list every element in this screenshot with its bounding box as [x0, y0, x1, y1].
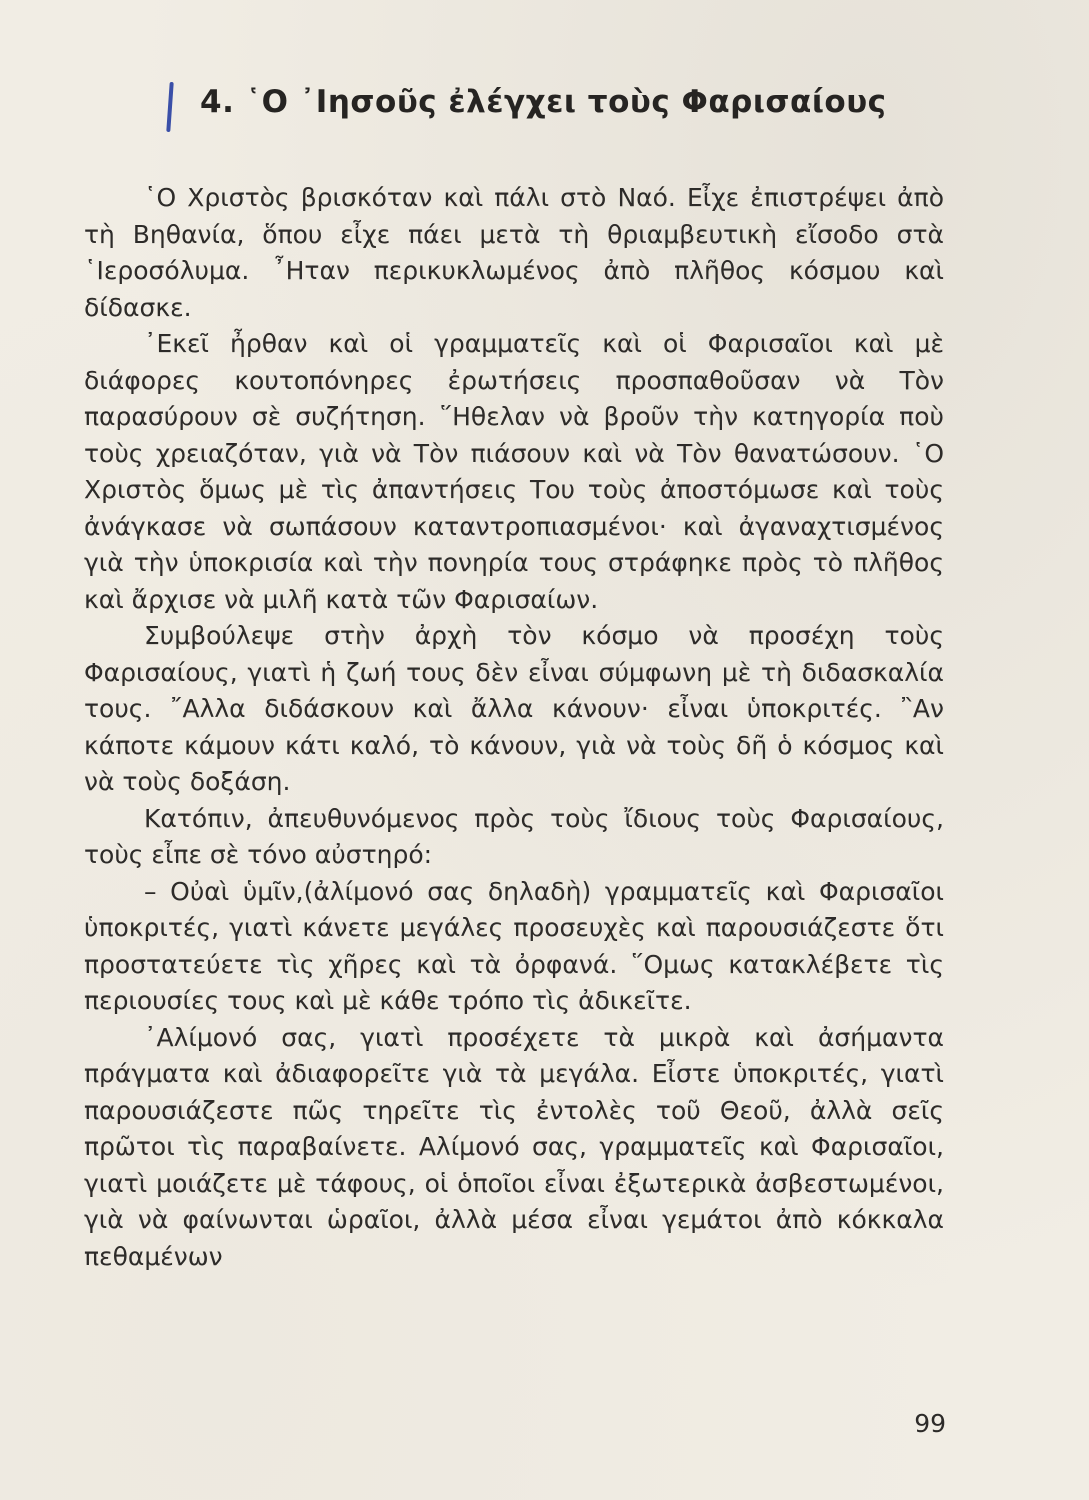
page-number: 99	[914, 1409, 946, 1438]
paragraph: ᾿Εκεῖ ἦρθαν καὶ οἱ γραμματεῖς καὶ οἱ Φαρισαῖοι καὶ μὲ διάφορες κουτοπόνηρες ἐρωτήσεις προσπαθοῦσαν νὰ Τὸν παρασύρουν σὲ συζήτηση. ῞Ηθελαν νὰ βροῦν τὴν κατηγορία ποὺ τοὺς χρειαζόταν, γιὰ νὰ Τὸν πιάσουν καὶ νὰ Τὸν θανατώσουν. ῾Ο Χριστὸς ὅμως μὲ τὶς ἀπαντήσεις Του τοὺς ἀποστόμωσε καὶ τοὺς ἀνάγκασε νὰ σωπάσουν καταντροπιασμένοι· καὶ ἀγαναχτισμένος γιὰ τὴν ὑποκρισία καὶ τὴν πονηρία τους στράφηκε πρὸς τὸ πλῆθος καὶ ἄρχισε νὰ μιλῆ κατὰ τῶν Φαρισαίων.	[84, 329, 944, 614]
paragraph: Συμβούλεψε στὴν ἀρχὴ τὸν κόσμο νὰ προσέχη τοὺς Φαρισαίους, γιατὶ ἡ ζωή τους δὲν εἶναι σύμφωνη μὲ τὴ διδασκαλία τους. ῎Αλλα διδάσκουν καὶ ἄλλα κάνουν· εἶναι ὑποκριτές. ῍Αν κάποτε κάμουν κάτι καλό, τὸ κάνουν, γιὰ νὰ τοὺς δῆ ὁ κόσμος καὶ νὰ τοὺς δοξάση.	[84, 621, 944, 796]
paragraph: ῾Ο Χριστὸς βρισκόταν καὶ πάλι στὸ Ναό. Εἶχε ἐπιστρέψει ἀπὸ τὴ Βηθανία, ὅπου εἶχε πάει μετὰ τὴ θριαμβευτικὴ εἴσοδο στὰ ῾Ιεροσόλυμα. ῏Ηταν περικυκλωμένος ἀπὸ πλῆθος κόσμου καὶ δίδασκε.	[84, 183, 944, 322]
paragraph: ᾿Αλίμονό σας, γιατὶ προσέχετε τὰ μικρὰ καὶ ἀσήμαντα πράγματα καὶ ἀδιαφορεῖτε γιὰ τὰ μεγάλα. Εἶστε ὑποκριτές, γιατὶ παρουσιάζεστε πῶς τηρεῖτε τὶς ἐντολὲς τοῦ Θεοῦ, ἀλλὰ σεῖς πρῶτοι τὶς παραβαίνετε. Αλίμονό σας, γραμματεῖς καὶ Φαρισαῖοι, γιατὶ μοιάζετε μὲ τάφους, οἱ ὁποῖοι εἶναι ἐξωτερικὰ ἀσβεστωμένοι, γιὰ νὰ φαίνωνται ὡραῖοι, ἀλλὰ μέσα εἶναι γεμάτοι ἀπὸ κόκκαλα πεθαμένων	[84, 1022, 944, 1271]
paragraph: – Οὐαὶ ὑμῖν,(ἀλίμονό σας δηλαδὴ) γραμματεῖς καὶ Φαρισαῖοι ὑποκριτές, γιατὶ κάνετε μεγάλες προσευχὲς καὶ παρουσιάζεστε ὅτι προστατεύετε τὶς χῆρες καὶ τὰ ὀρφανά. ῞Ομως κατακλέβετε τὶς περιουσίες τους καὶ μὲ κάθε τρόπο τὶς ἀδικεῖτε.	[84, 876, 944, 1015]
chapter-title: 4. ῾Ο ᾿Ιησοῦς ἐλέγχει τοὺς Φαρισαίους	[200, 84, 887, 120]
body-text	[84, 180, 944, 1275]
paragraph: Κατόπιν, ἀπευθυνόμενος πρὸς τοὺς ἴδιους τοὺς Φαρισαίους, τοὺς εἶπε σὲ τόνο αὐστηρό:	[84, 803, 944, 869]
margin-pen-mark	[166, 82, 173, 132]
